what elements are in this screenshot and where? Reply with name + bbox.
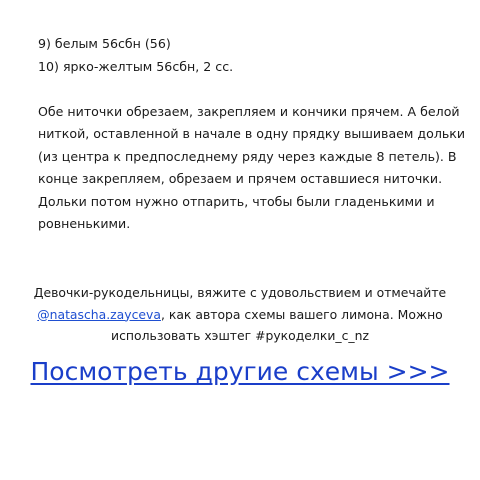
notice-text: , как автора схемы вашего лимона. Можно xyxy=(160,306,443,322)
paragraph-line: конце закрепляем, обрезаем и прячем оставшиеся ниточки. xyxy=(38,171,443,187)
paragraph-line: ниткой, оставленной в начале в одну прядку вышиваем дольки xyxy=(38,126,466,142)
step-item: 9) белым 56сбн (56) xyxy=(38,36,171,51)
more-patterns-link[interactable]: Посмотреть другие схемы >>> xyxy=(30,357,450,386)
notice-line xyxy=(20,304,460,326)
paragraph-line: Дольки потом нужно отпарить, чтобы были гладенькими и xyxy=(38,193,435,209)
notice-line: использовать хэштег #рукоделки_с_nz xyxy=(111,328,369,343)
cta-container xyxy=(0,355,480,389)
instruction-paragraph xyxy=(38,101,466,235)
paragraph-line: Обе ниточки обрезаем, закрепляем и кончики прячем. А белой xyxy=(38,104,460,119)
notice-line: Девочки-рукодельницы, вяжите с удовольствием и отмечайте xyxy=(33,285,447,300)
author-notice xyxy=(20,282,460,347)
step-item: 10) ярко-желтым 56сбн, 2 сс. xyxy=(38,58,234,74)
author-handle-link[interactable]: @natascha.zayceva xyxy=(37,306,161,322)
paragraph-line: (из центра к предпоследнему ряду через каждые 8 петель). В xyxy=(38,148,457,164)
paragraph-line: ровненькими. xyxy=(38,216,131,232)
step-list xyxy=(38,33,458,78)
